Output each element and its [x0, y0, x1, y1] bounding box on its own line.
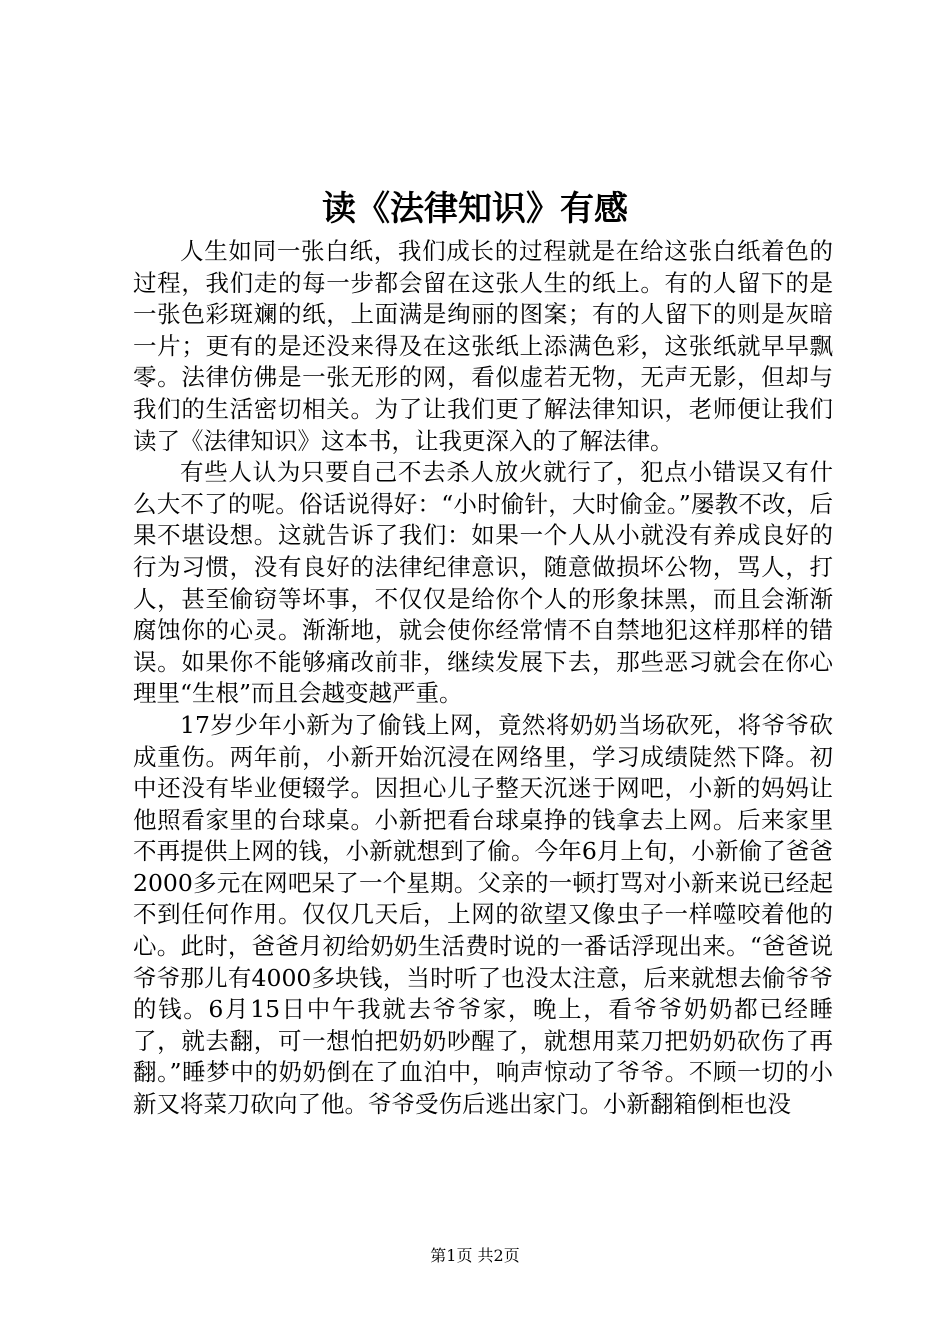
body-text: [133, 236, 833, 1121]
paragraph: 17岁少年小新为了偷钱上网，竟然将奶奶当场砍死，将爷爷砍成重伤。两年前，小新开始沉浸在网络里，学习成绩陡然下降。初中还没有毕业便辍学。因担心儿子整天沉迷于网吧，小新的妈妈让他照看家里的台球桌。小新把看台球桌挣的钱拿去上网。后来家里不再提供上网的钱，小新就想到了偷。今年6月上旬，小新偷了爸爸2000多元在网吧呆了一个星期。父亲的一顿打骂对小新来说已经起不到任何作用。仅仅几天后，上网的欲望又像虫子一样噬咬着他的心。此时，爸爸月初给奶奶生活费时说的一番话浮现出来。“爸爸说爷爷那儿有4000多块钱，当时听了也没太注意，后来就想去偷爷爷的钱。6月15日中午我就去爷爷家，晚上，看爷爷奶奶都已经睡了，就去翻，可一想怕把奶奶吵醒了，就想用菜刀把奶奶砍伤了再翻。”睡梦中的奶奶倒在了血泊中，响声惊动了爷爷。不顾一切的小新又将菜刀砍向了他。爷爷受伤后逃出家门。小新翻箱倒柜也没: [133, 710, 833, 1119]
page-title: 读《法律知识》有感: [322, 189, 628, 229]
paragraph: 人生如同一张白纸，我们成长的过程就是在给这张白纸着色的过程，我们走的每一步都会留在这张人生的纸上。有的人留下的是一张色彩斑斓的纸，上面满是绚丽的图案；有的人留下的则是灰暗一片；更有的是还没来得及在这张纸上添满色彩，这张纸就早早飘零。法律仿佛是一张无形的网，看似虚若无物，无声无影，但却与我们的生活密切相关。为了让我们更了解法律知识，老师便让我们读了《法律知识》这本书，让我更深入的了解法律。: [133, 237, 833, 455]
paragraph: 有些人认为只要自己不去杀人放火就行了，犯点小错误又有什么大不了的呢。俗话说得好：“小时偷针，大时偷金。”屡教不改，后果不堪设想。这就告诉了我们：如果一个人从小就没有养成良好的行为习惯，没有良好的法律纪律意识，随意做损坏公物，骂人，打人，甚至偷窃等坏事，不仅仅是给你个人的形象抹黑，而且会渐渐腐蚀你的心灵。渐渐地，就会使你经常情不自禁地犯这样那样的错误。如果你不能够痛改前非，继续发展下去，那些恶习就会在你心理里“生根”而且会越变越严重。: [133, 458, 833, 708]
page-footer: 第1页 共2页: [430, 1246, 520, 1265]
